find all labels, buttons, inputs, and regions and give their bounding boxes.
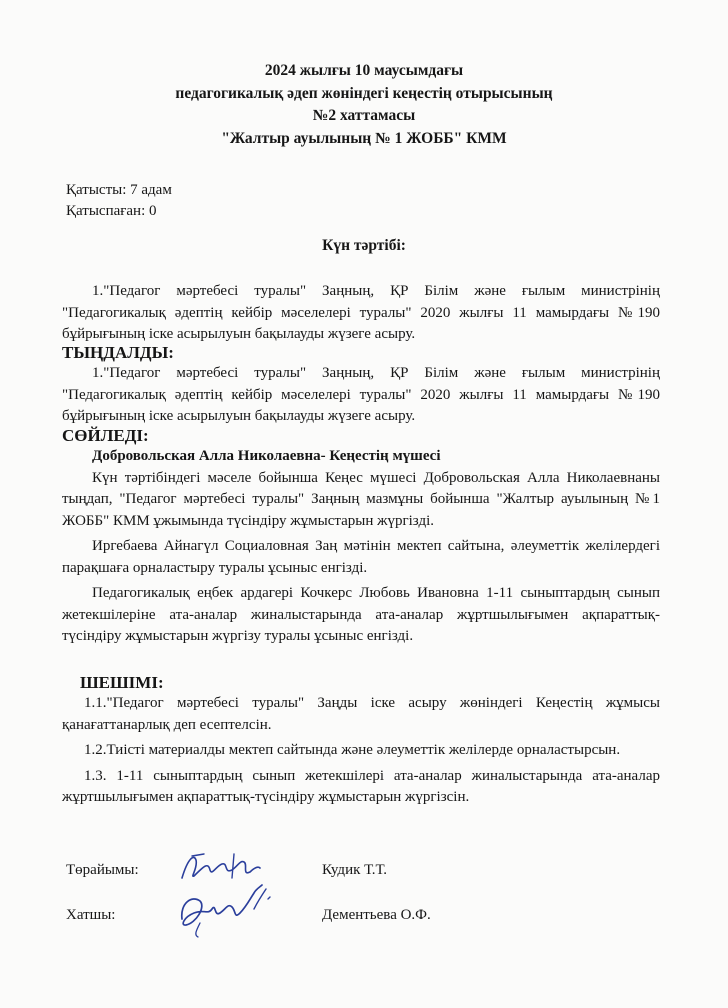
spoke-section (62, 426, 660, 648)
attendance-block (66, 180, 172, 222)
decision-section (62, 673, 660, 809)
spoke-paragraph-3: Педагогикалық еңбек ардагері Кочкерс Любовь Ивановна 1-11 сыныптардың сынып жетекшілеріне ата-аналар жиналыстарында ата-аналар жұртшылығымен ақпараттық-түсіндіру жұмыстарын жүргізу туралы ұсыныс енгізді. (62, 585, 660, 644)
document-header (0, 60, 728, 150)
secretary-signature (170, 879, 280, 939)
header-date-line: 2024 жылғы 10 маусымдағы (264, 62, 464, 79)
decision-item-2: 1.2.Тиісті материалды мектеп сайтында және әлеуметтік желілерде орналастырсын. (84, 742, 621, 758)
chair-label: Төрайымы: (66, 862, 139, 878)
decision-item-3: 1.3. 1-11 сыныптардың сынып жетекшілері ата-аналар жиналыстарында ата-аналар жұртшылығымен ақпараттық-түсіндіру жұмыстарын жүргізсін. (62, 767, 660, 805)
secretary-signature-row (66, 907, 626, 937)
heard-section (62, 343, 660, 428)
decision-heading: ШЕШІМІ: (80, 673, 164, 692)
decision-item-1: 1.1."Педагог мәртебесі туралы" Заңды іске асыру жөніндегі Кеңестің жұмысы қанағаттанарлық деп есептелсін. (62, 695, 660, 733)
spoke-paragraph-2: Иргебаева Айнагүл Социаловная Заң мәтінін мектеп сайтына, әлеуметтік желілердегі парақшаға орналастыру туралы ұсыныс енгізді. (62, 538, 660, 576)
chair-signature-row (66, 862, 626, 892)
spoke-paragraph-1: Күн тәртібіндегі мәселе бойынша Кеңес мүшесі Добровольская Алла Николаевнаны тыңдап, "Педагог мәртебесі туралы" Заңның мазмұны бойынша "Жалтыр ауылының №1 ЖОББ" КММ ұжымында түсіндіру жұмыстарын жүргізді. (62, 469, 660, 529)
spoke-heading: СӨЙЛЕДІ: (62, 426, 149, 445)
heard-text: 1."Педагог мәртебесі туралы" Заңның, ҚР Білім және ғылым министрінің "Педагогикалық әдептің кейбір мәселелері туралы" 2020 жылғы 11 мамырдағы №190 бұйрығының іске асырылуын бақылауды жүзеге асыру. (62, 365, 660, 424)
attendance-present: Қатысты: 7 адам (66, 182, 172, 198)
spoke-speaker: Добровольская Алла Николаевна- Кеңестің мүшесі (92, 448, 441, 464)
secretary-label: Хатшы: (66, 907, 116, 923)
secretary-name: Дементьева О.Ф. (322, 907, 431, 923)
header-school-name: "Жалтыр ауылының № 1 ЖОББ" КММ (221, 129, 507, 147)
chair-name: Кудик Т.Т. (322, 862, 387, 878)
attendance-absent: Қатыспаған: 0 (66, 203, 157, 219)
heard-heading: ТЫҢДАЛДЫ: (62, 343, 174, 362)
header-council-line: педагогикалық әдеп жөніндегі кеңестің отырысының (175, 84, 553, 102)
agenda-section (62, 281, 660, 346)
agenda-item: 1."Педагог мәртебесі туралы" Заңның, ҚР Білім және ғылым министрінің "Педагогикалық әдептің кейбір мәселелері туралы" 2020 жылғы 11 мамырдағы №190 бұйрығының іске асырылуын бақылауды жүзеге асыру. (62, 283, 660, 342)
agenda-title: Күн тәртібі: (322, 237, 406, 254)
header-protocol-number: №2 хаттамасы (312, 107, 416, 124)
